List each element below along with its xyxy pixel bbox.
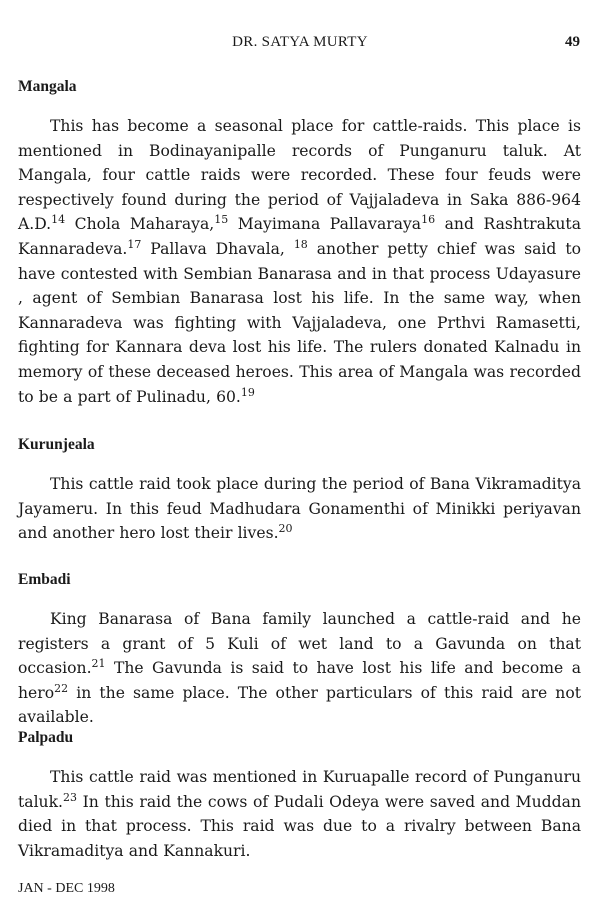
footnote-ref: 21 bbox=[91, 657, 106, 670]
section-palpadu bbox=[18, 729, 581, 863]
section-embadi bbox=[18, 571, 581, 730]
section-paragraph bbox=[18, 114, 581, 409]
header-title: DR. SATYA MURTY bbox=[232, 34, 368, 50]
paragraph-text: This cattle raid took place during the period of Bana Vikramaditya Jayameru. In this feud Madhudara Gonamenthi of Minikki periyavan and another hero lost their lives. bbox=[18, 475, 581, 543]
running-header bbox=[0, 34, 600, 56]
footnote-ref: 23 bbox=[63, 790, 77, 804]
section-paragraph bbox=[18, 765, 581, 863]
footnote-ref: 18 bbox=[293, 237, 308, 251]
footnote-ref: 20 bbox=[278, 522, 293, 535]
footnote-ref: 19 bbox=[240, 385, 255, 399]
paragraph-text: another petty chief was said to have contested with Sembian Banarasa and in that process Udayasure , agent of Sembian Banarasa lost his life. In the same way, when Kannaradeva was fighting with Vajjaladeva, one Prthvi Ramasetti, fighting for Kannara deva lost his life. The rulers donated Kalnadu in memory of these deceased heroes. This area of Mangala was recorded to be a part of Pulinadu, 60. bbox=[18, 239, 581, 406]
section-paragraph bbox=[18, 472, 581, 546]
paragraph-text: This cattle raid was mentioned in Kuruapalle record of Punganuru taluk. bbox=[18, 768, 581, 811]
section-heading: Palpadu bbox=[18, 729, 74, 746]
paragraph-text: and Rashtrakuta Kannaradeva. bbox=[18, 215, 581, 258]
paragraph-text: Chola Maharaya, bbox=[65, 215, 215, 234]
section-mangala bbox=[18, 78, 581, 409]
paragraph-text: In this raid the cows of Pudali Odeya were saved and Muddan died in that process. This raid was due to a rivalry between Bana Vikramaditya and Kannakuri. bbox=[18, 792, 581, 860]
page-number: 49 bbox=[565, 34, 580, 50]
paragraph-text: Pallava Dhavala, bbox=[141, 239, 294, 258]
section-kurunjeala bbox=[18, 436, 581, 546]
section-heading: Kurunjeala bbox=[18, 436, 95, 453]
footnote-ref: 16 bbox=[421, 213, 436, 227]
paragraph-text: King Banarasa of Bana family launched a cattle-raid and he registers a grant of 5 Kuli of wet land to a Gavunda on that occasion. bbox=[18, 610, 581, 678]
paragraph-text: This has become a seasonal place for cattle-raids. This place is mentioned in Bodinayanipalle records of Punganuru taluk. At Mangala, four cattle raids were recorded. These four feuds were respectively found during the period of Vajjaladeva in Saka 886-964 A.D. bbox=[18, 117, 581, 234]
footnote-ref: 14 bbox=[51, 213, 66, 227]
footnote-ref: 17 bbox=[127, 237, 142, 251]
footer-date: JAN - DEC 1998 bbox=[18, 881, 115, 896]
paragraph-text: in the same place. The other particulars of this raid are not available. bbox=[18, 683, 581, 727]
paragraph-text: The Gavunda is said to have lost his life and become a hero bbox=[18, 659, 581, 702]
section-paragraph bbox=[18, 607, 581, 730]
section-heading: Mangala bbox=[18, 78, 77, 95]
footnote-ref: 15 bbox=[214, 213, 229, 227]
paragraph-text: Mayimana Pallavaraya bbox=[228, 215, 422, 234]
section-heading: Embadi bbox=[18, 571, 71, 588]
footnote-ref: 22 bbox=[54, 681, 69, 695]
